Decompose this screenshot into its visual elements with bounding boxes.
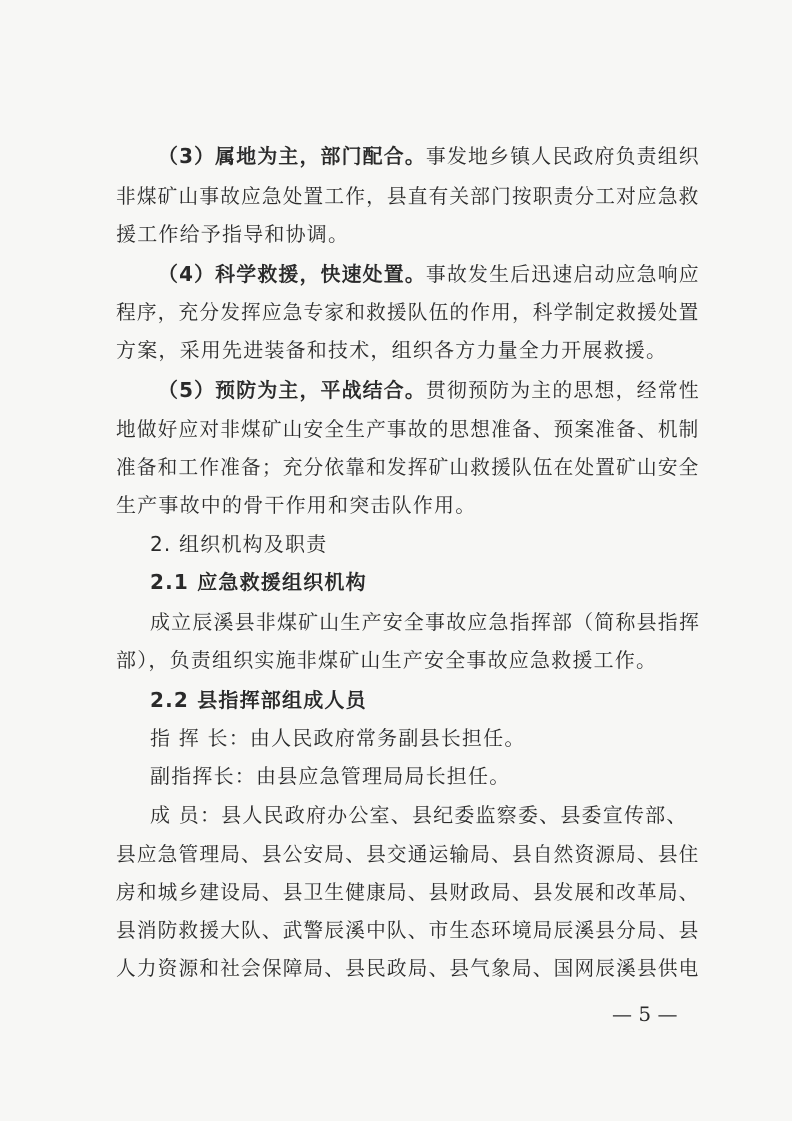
paragraph-5-text: 贯彻预防为主的思想，经常性 bbox=[425, 378, 700, 402]
paragraph-3-heading: （3）属地为主，部门配合。 bbox=[158, 144, 426, 168]
paragraph-5-line-1 bbox=[158, 376, 700, 404]
paragraph-4-heading: （4）科学救援，快速处置。 bbox=[158, 262, 426, 286]
members-line-2: 县应急管理局、县公安局、县交通运输局、县自然资源局、县住 bbox=[116, 842, 700, 866]
section-2-1-line-1: 成立辰溪县非煤矿山生产安全事故应急指挥部（简称县指挥 bbox=[150, 610, 701, 634]
commander-line: 指 挥 长：由人民政府常务副县长担任。 bbox=[150, 726, 526, 750]
paragraph-5-line-4: 生产事故中的骨干作用和突击队作用。 bbox=[116, 493, 477, 517]
members-line-1: 成 员：县人民政府办公室、县纪委监察委、县委宣传部、 bbox=[150, 803, 688, 827]
paragraph-5-line-2: 地做好应对非煤矿山安全生产事故的思想准备、预案准备、机制 bbox=[116, 417, 700, 441]
page-number: — 5 — bbox=[612, 1002, 678, 1026]
members-line-5: 人力资源和社会保障局、县民政局、县气象局、国网辰溪县供电 bbox=[116, 956, 700, 980]
paragraph-3-line-1 bbox=[158, 142, 700, 170]
paragraph-4-line-1 bbox=[158, 260, 700, 288]
members-line-3: 房和城乡建设局、县卫生健康局、县财政局、县发展和改革局、 bbox=[116, 880, 700, 904]
paragraph-3-line-2: 非煤矿山事故应急处置工作，县直有关部门按职责分工对应急救 bbox=[116, 184, 700, 208]
section-2-title: 2. 组织机构及职责 bbox=[150, 532, 328, 556]
paragraph-5-heading: （5）预防为主，平战结合。 bbox=[158, 378, 426, 402]
section-2-1-title: 2.1 应急救援组织机构 bbox=[150, 570, 367, 594]
members-line-4: 县消防救援大队、武警辰溪中队、市生态环境局辰溪县分局、县 bbox=[116, 918, 700, 942]
paragraph-3-text: 事发地乡镇人民政府负责组织 bbox=[425, 144, 700, 168]
paragraph-3-line-3: 援工作给予指导和协调。 bbox=[116, 222, 350, 246]
paragraph-5-line-3: 准备和工作准备；充分依靠和发挥矿山救援队伍在处置矿山安全 bbox=[116, 455, 700, 479]
section-2-1-line-2: 部），负责组织实施非煤矿山生产安全事故应急救援工作。 bbox=[116, 648, 658, 672]
paragraph-4-text: 事故发生后迅速启动应急响应 bbox=[425, 262, 700, 286]
section-2-2-title: 2.2 县指挥部组成人员 bbox=[150, 688, 367, 712]
paragraph-4-line-3: 方案，采用先进装备和技术，组织各方力量全力开展救援。 bbox=[116, 338, 668, 362]
deputy-commander-line: 副指挥长：由县应急管理局局长担任。 bbox=[150, 764, 511, 788]
paragraph-4-line-2: 程序，充分发挥应急专家和救援队伍的作用，科学制定救援处置 bbox=[116, 300, 700, 324]
